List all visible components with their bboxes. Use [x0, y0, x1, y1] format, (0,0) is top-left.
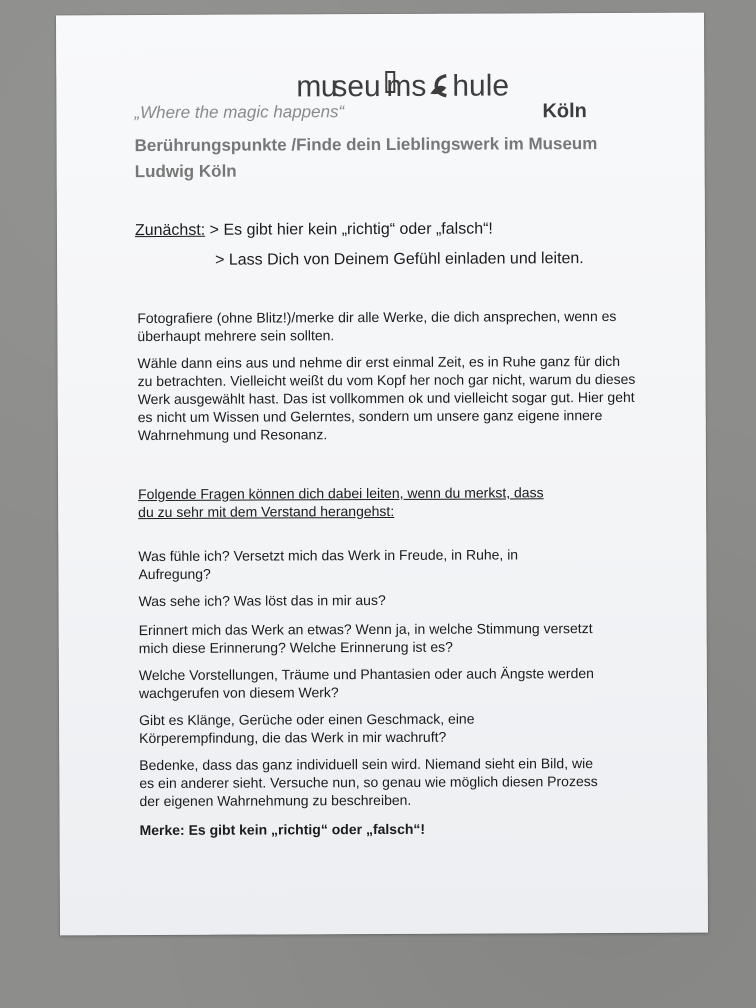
question-see: Was sehe ich? Was löst das in mir aus? [138, 591, 386, 610]
closing-note: Merke: Es gibt kein „richtig“ oder „falsch“! [139, 820, 426, 839]
paragraph-reflection: Bedenke, dass das ganz individuell sein wird. Niemand sieht ein Bild, wie es ein anderer sieht. Versuche nun, so genau wie möglich diesen Prozess der eigenen Wahrnehmung zu beschreiben. [139, 755, 598, 810]
intro-line-2: > Lass Dich von Deinem Gefühl einladen und leiten. [215, 250, 584, 269]
question-imagination: Welche Vorstellungen, Träume und Phantasien oder auch Ängste werden wachgerufen von diesem Werk? [138, 665, 594, 702]
svg-text:hule: hule [452, 69, 510, 103]
svg-text:Köln: Köln [542, 100, 587, 123]
svg-text:mu: mu [296, 70, 338, 104]
questions-heading: Folgende Fragen können dich dabei leiten, wenn du merkst, dass du zu sehr mit dem Verstand herangehst: [138, 484, 544, 521]
intro-label: Zunächst: [134, 221, 206, 240]
svg-text:ms: ms [386, 69, 427, 103]
worksheet-paper [56, 13, 708, 936]
intro-line-1 [135, 220, 493, 242]
paragraph-choose-work: Wähle dann eins aus und nehme dir erst einmal Zeit, es in Ruhe ganz für dich zu betrachten. Vielleicht weißt du vom Kopf her noch gar nicht, warum du dieses Werk ausgewählt hast. Das ist vollkommen ok und vielleicht sogar gut. Hier geht es nicht um Wissen und Gelerntes, sondern um unsere ganz eigene innere Wahrnehmung und Resonanz. [137, 352, 636, 444]
question-senses: Gibt es Klänge, Gerüche oder einen Geschmack, eine Körperempfindung, die das Werk in mir wachruft? [139, 710, 475, 747]
paragraph-photograph: Fotografiere (ohne Blitz!)/merke dir alle Werke, die dich ansprechen, wenn es überhaupt mehrere sein sollten. [137, 307, 617, 345]
question-feel: Was fühle ich? Versetzt mich das Werk in Freude, in Ruhe, in Aufregung? [138, 546, 519, 583]
page-title: Berührungspunkte /Finde dein Lieblingswerk im Museum Ludwig Köln [134, 134, 598, 182]
tagline: „Where the magic happens“ [134, 102, 345, 123]
question-memory: Erinnert mich das Werk an etwas? Wenn ja, in welche Stimmung versetzt mich diese Erinnerung? Welche Erinnerung ist es? [138, 620, 593, 657]
svg-text:seu: seu [332, 70, 381, 104]
intro-text-1: > Es gibt hier kein „richtig“ oder „falsch“! [205, 220, 493, 239]
